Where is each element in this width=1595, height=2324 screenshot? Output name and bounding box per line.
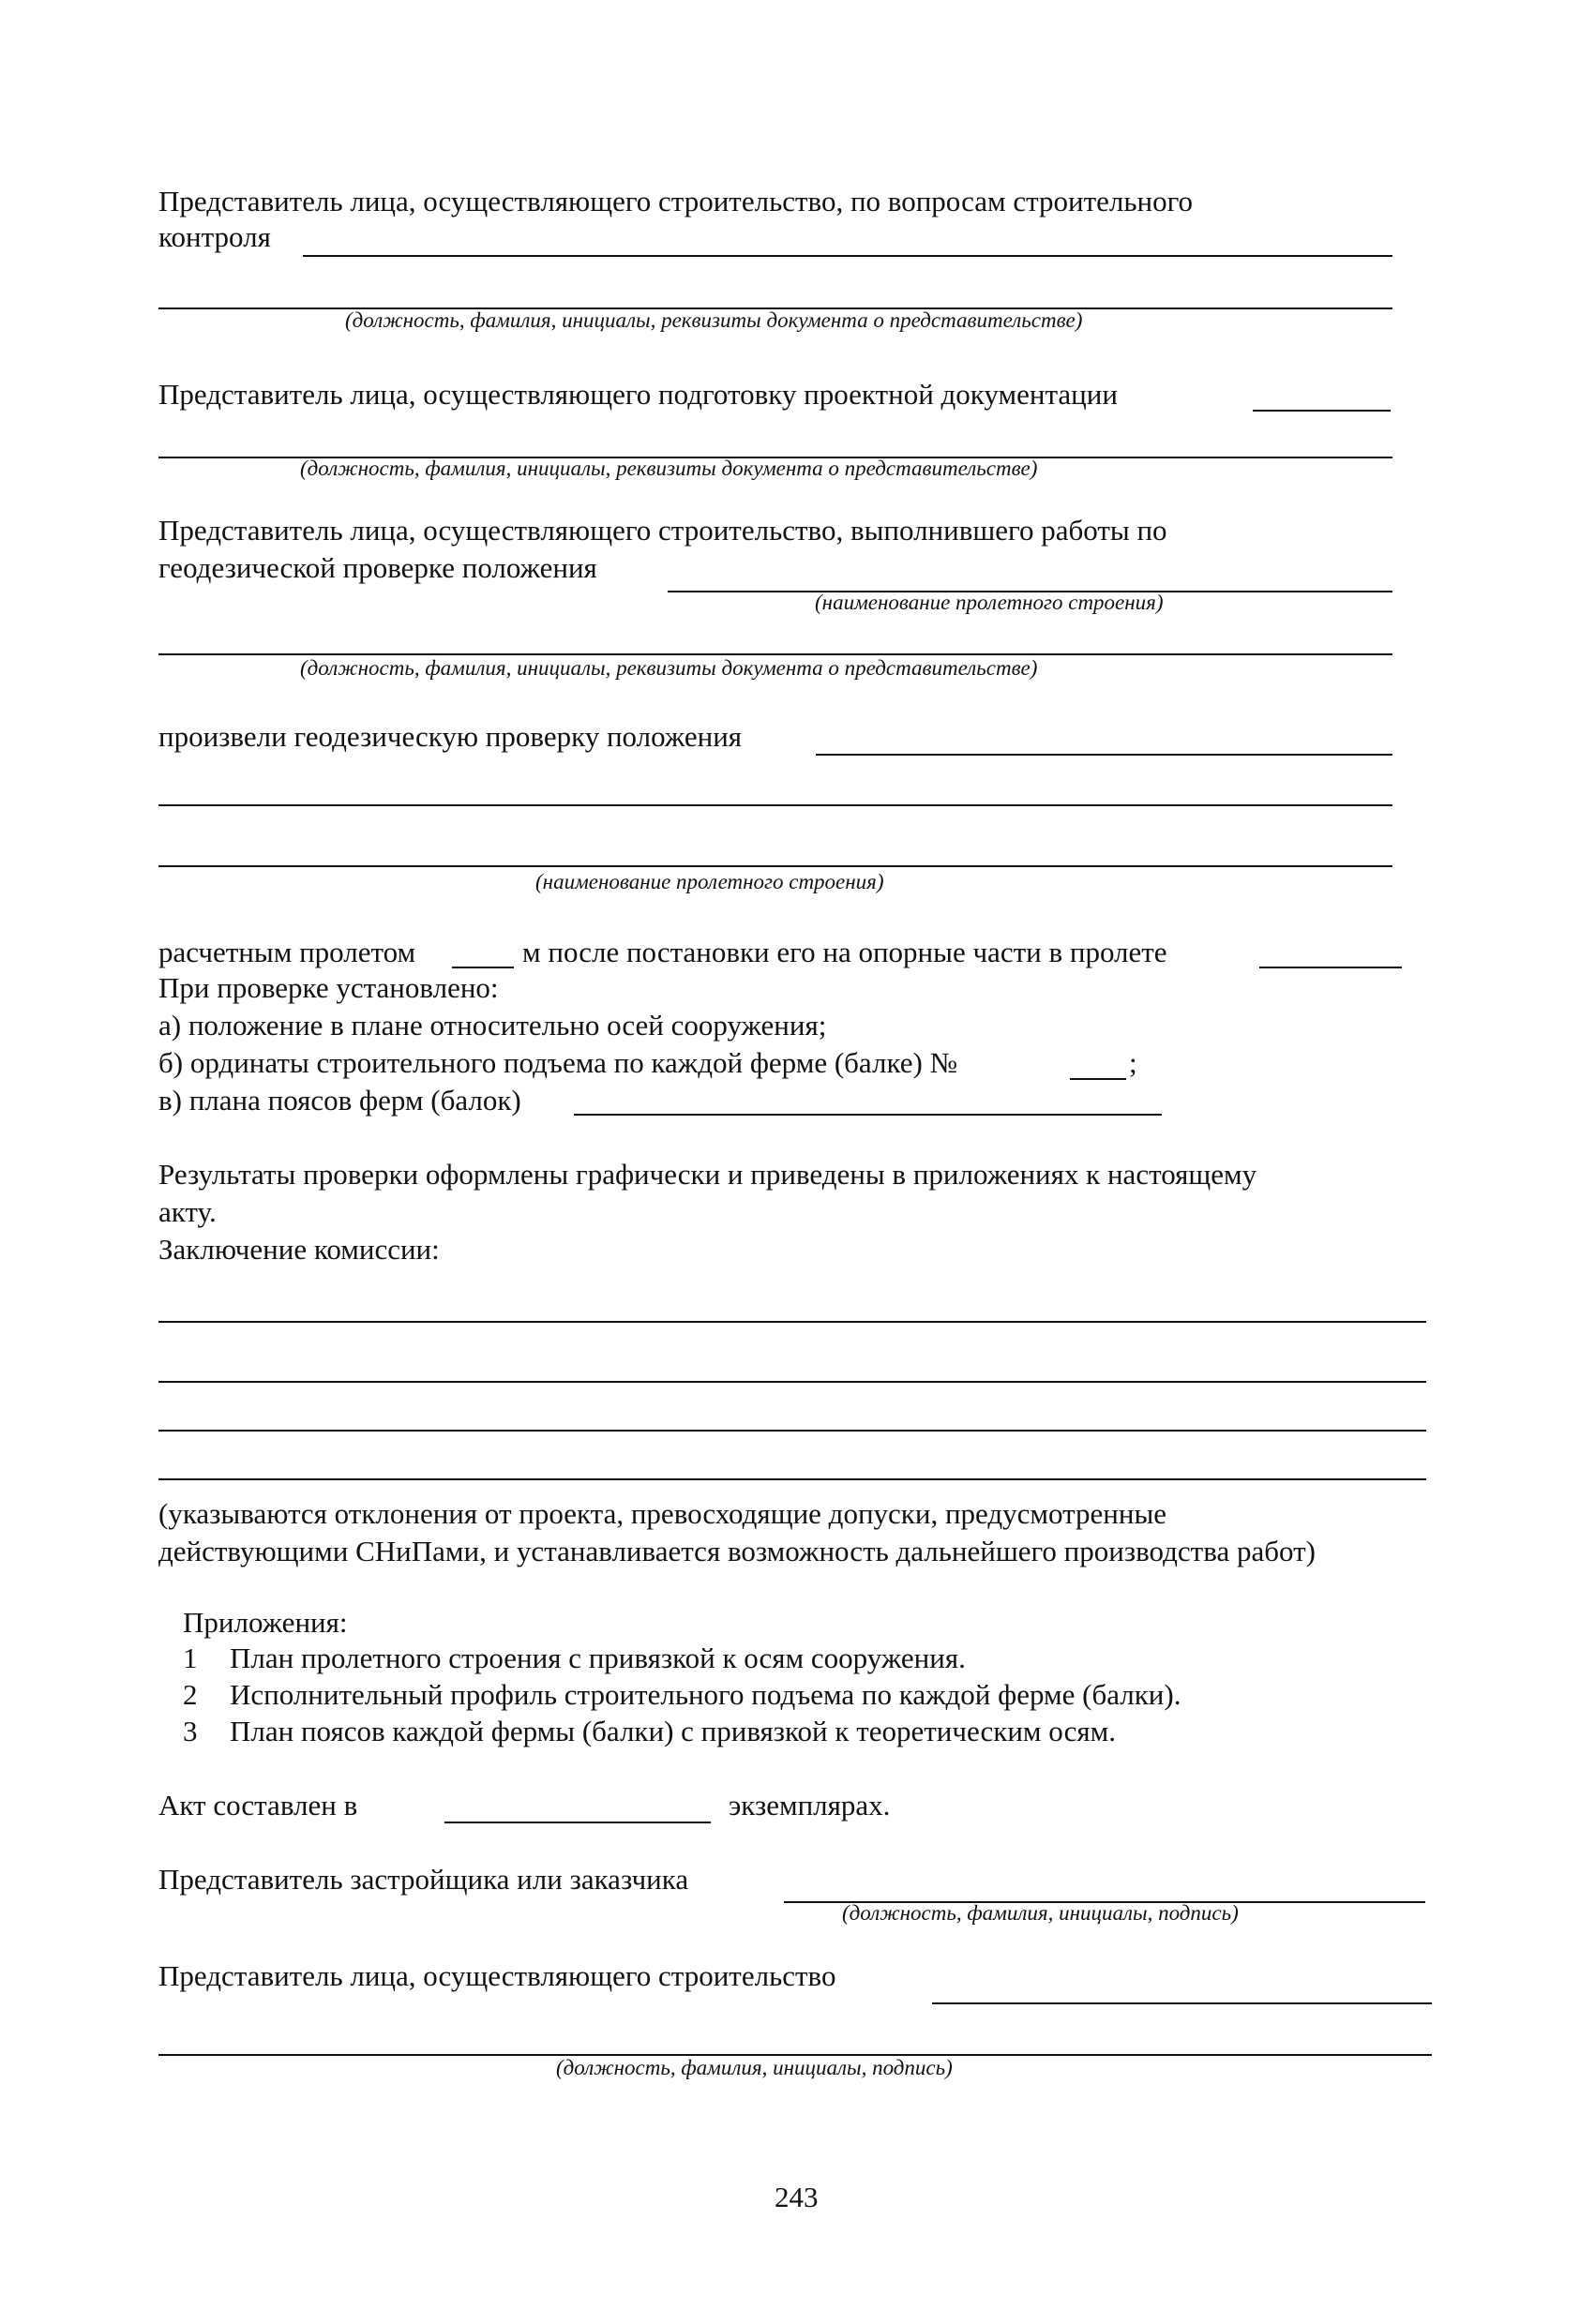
appendix-3-number: 3 xyxy=(183,1715,198,1747)
conclusion-field-2[interactable] xyxy=(158,1381,1426,1383)
span-name-caption: (наименование пролетного строения) xyxy=(815,591,1164,614)
conclusion-field-3[interactable] xyxy=(158,1430,1426,1432)
construction-control-caption: (должность, фамилия, инициалы, реквизиты документа о представительстве) xyxy=(345,308,1083,332)
copies-count-field[interactable] xyxy=(444,1822,711,1823)
appendices-title: Приложения: xyxy=(183,1606,348,1639)
performed-label: произвели геодезическую проверку положения xyxy=(158,720,743,753)
design-doc-field[interactable] xyxy=(1253,410,1391,412)
chord-plan-field[interactable] xyxy=(574,1114,1162,1116)
finding-b: б) ординаты строительного подъема по каждой ферме (балке) № xyxy=(158,1046,958,1079)
finding-b-end: ; xyxy=(1129,1046,1137,1079)
developer-caption: (должность, фамилия, инициалы, подпись) xyxy=(842,1901,1239,1925)
geodetic-executor-details-field[interactable] xyxy=(158,653,1392,655)
geodetic-executor-caption: (должность, фамилия, инициалы, реквизиты документа о представительстве) xyxy=(300,656,1038,680)
span-length-field[interactable] xyxy=(452,967,514,968)
finding-a: а) положение в плане относительно осей сооружения; xyxy=(158,1009,827,1042)
appendix-3-text: План поясов каждой фермы (балки) с привязкой к теоретическим осям. xyxy=(230,1715,1116,1747)
copies-label: Акт составлен в xyxy=(158,1789,358,1822)
geodetic-executor-label-line2: геодезической проверке положения xyxy=(158,551,597,584)
conclusion-note-line1: (указываются отклонения от проекта, превосходящие допуски, предусмотренные xyxy=(158,1497,1167,1530)
appendix-2-number: 2 xyxy=(183,1678,198,1711)
appendix-1-text: План пролетного строения с привязкой к осям сооружения. xyxy=(230,1642,966,1674)
construction-control-field[interactable] xyxy=(303,255,1392,257)
copies-suffix: экземплярах. xyxy=(729,1789,891,1822)
conclusion-label: Заключение комиссии: xyxy=(158,1233,440,1266)
conclusion-note-line2: действующими СНиПами, и устанавливается возможность дальнейшего производства работ) xyxy=(158,1535,1316,1567)
developer-rep-label: Представитель застройщика или заказчика xyxy=(158,1863,689,1896)
design-doc-label: Представитель лица, осуществляющего подготовку проектной документации xyxy=(158,378,1118,411)
findings-intro: При проверке установлено: xyxy=(158,971,499,1004)
construction-control-label-line2: контроля xyxy=(158,220,271,253)
performed-caption: (наименование пролетного строения) xyxy=(535,870,884,893)
results-line1: Результаты проверки оформлены графически и приведены в приложениях к настоящему xyxy=(158,1158,1257,1191)
builder-caption: (должность, фамилия, инициалы, подпись) xyxy=(556,2056,953,2079)
geodetic-executor-label-line1: Представитель лица, осуществляющего строительство, выполнившего работы по xyxy=(158,514,1167,547)
appendix-2-text: Исполнительный профиль строительного подъема по каждой ферме (балки). xyxy=(230,1678,1181,1711)
builder-signature-field[interactable] xyxy=(932,2002,1432,2004)
conclusion-field-1[interactable] xyxy=(158,1321,1426,1323)
truss-number-field[interactable] xyxy=(1070,1078,1126,1080)
design-doc-caption: (должность, фамилия, инициалы, реквизиты документа о представительстве) xyxy=(300,457,1038,480)
appendix-1-number: 1 xyxy=(183,1642,198,1674)
span-length-label: расчетным пролетом xyxy=(158,936,416,968)
span-install-label: м после постановки его на опорные части в пролете xyxy=(522,936,1167,968)
results-line2: акту. xyxy=(158,1195,217,1228)
conclusion-field-4[interactable] xyxy=(158,1478,1426,1480)
performed-span-field[interactable] xyxy=(816,754,1392,756)
builder-rep-label: Представитель лица, осуществляющего строительство xyxy=(158,1959,836,1992)
span-number-field[interactable] xyxy=(1259,967,1402,968)
performed-span-field-2[interactable] xyxy=(158,804,1392,806)
finding-c: в) плана поясов ферм (балок) xyxy=(158,1084,521,1117)
construction-control-label-line1: Представитель лица, осуществляющего строительство, по вопросам строительного xyxy=(158,185,1194,217)
page-number: 243 xyxy=(775,2181,819,2213)
performed-span-field-3[interactable] xyxy=(158,865,1392,867)
